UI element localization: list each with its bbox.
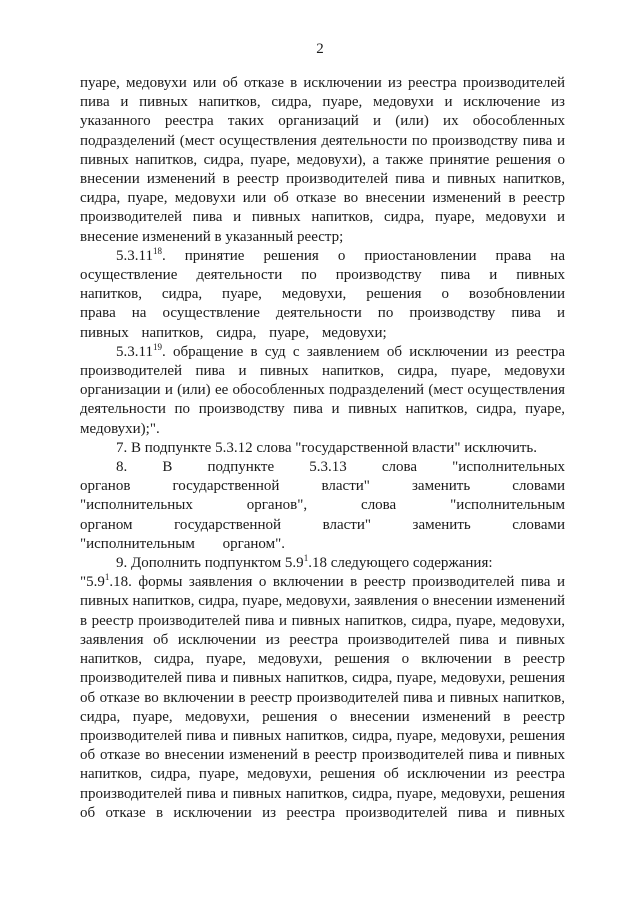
item-number: 9. Дополнить подпунктом 5.9	[116, 555, 304, 572]
item-number: 5.3.11	[116, 247, 153, 264]
document-body	[80, 74, 565, 823]
item-superscript: 18	[152, 245, 162, 256]
paragraph-text: . обращение в суд с заявлением об исключении из реестра производителей пива и пивных напитков, сидра, пуаре, медовухи организации и (или) ее обособленных подразделений (мест осуществления деятельности по производству пива и пивных напитков, сидра, пуаре, медовухи);".	[80, 343, 565, 437]
item-number: "5.9	[80, 574, 105, 591]
paragraph-text: .18. формы заявления о включении в реестр производителей пива и пивных напитков, сидра, пуаре, медовухи, заявления о внесении изменений в реестр производителей пива и пивных напитков, сидра, пуаре, медовухи, заявления об исключении из реестра производителей пива и пивных напитков, сидра, пуаре, медовухи, решения о включении в реестр производителей пива и пивных напитков, сидра, пуаре, медовухи, решения об отказе во включении в реестр производителей пива и пивных напитков, сидра, пуаре, медовухи, решения о внесении изменений в реестр производителей пива и пивных напитков, сидра, пуаре, медовухи, решения об отказе во внесении изменений в реестр производителей пива и пивных напитков, сидра, пуаре, медовухи, решения об исключении из реестра производителей пива и пивных напитков, сидра, пуаре, медовухи, решения об отказе в исключении из реестра производителей пива и пивных	[80, 574, 565, 821]
paragraph-item-5-9-1-18	[80, 573, 565, 823]
paragraph-text: . принятие решения о приостановлении права на осуществление деятельности по производству пива и пивных напитков, сидра, пуаре, медовухи, решения о возобновлении права на осуществление деятельности по производству пива и пивных напитков, сидра, пуаре, медовухи;	[80, 247, 565, 341]
paragraph-item-5-3-11-18	[80, 247, 565, 343]
page-number: 2	[316, 41, 324, 57]
item-superscript: 19	[152, 341, 162, 352]
paragraph-item-9	[80, 554, 565, 573]
item-superscript: 1	[104, 572, 110, 583]
paragraph-text: .18 следующего содержания:	[308, 555, 493, 572]
item-superscript: 1	[303, 553, 309, 564]
paragraph-item-7	[80, 439, 565, 458]
paragraph-continuation	[80, 74, 565, 247]
paragraph-text: пуаре, медовухи или об отказе в исключении из реестра производителей пива и пивных напитков, сидра, пуаре, медовухи и исключение из указанного реестра таких организаций и (или) их обособленных подразделений (мест осуществления деятельности по производству пива и пивных напитков, сидра, пуаре, медовухи), а также принятие решения о внесении изменений в реестр производителей пива и пивных напитков, сидра, пуаре, медовухи или об отказе во внесении изменений в реестр производителей пива и пивных напитков, сидра, пуаре, медовухи и внесение изменений в указанный реестр;	[80, 75, 565, 245]
paragraph-text: 8. В подпункте 5.3.13 слова "исполнительных органов государственной власти" заменить словами "исполнительных органов", слова "исполнительным органом государственной власти" заменить словами "исполнительным органом".	[80, 459, 565, 552]
paragraph-text: 7. В подпункте 5.3.12 слова "государственной власти" исключить.	[116, 439, 538, 456]
item-number: 5.3.11	[116, 343, 153, 360]
paragraph-item-5-3-11-19	[80, 343, 565, 439]
paragraph-item-8	[80, 458, 565, 554]
